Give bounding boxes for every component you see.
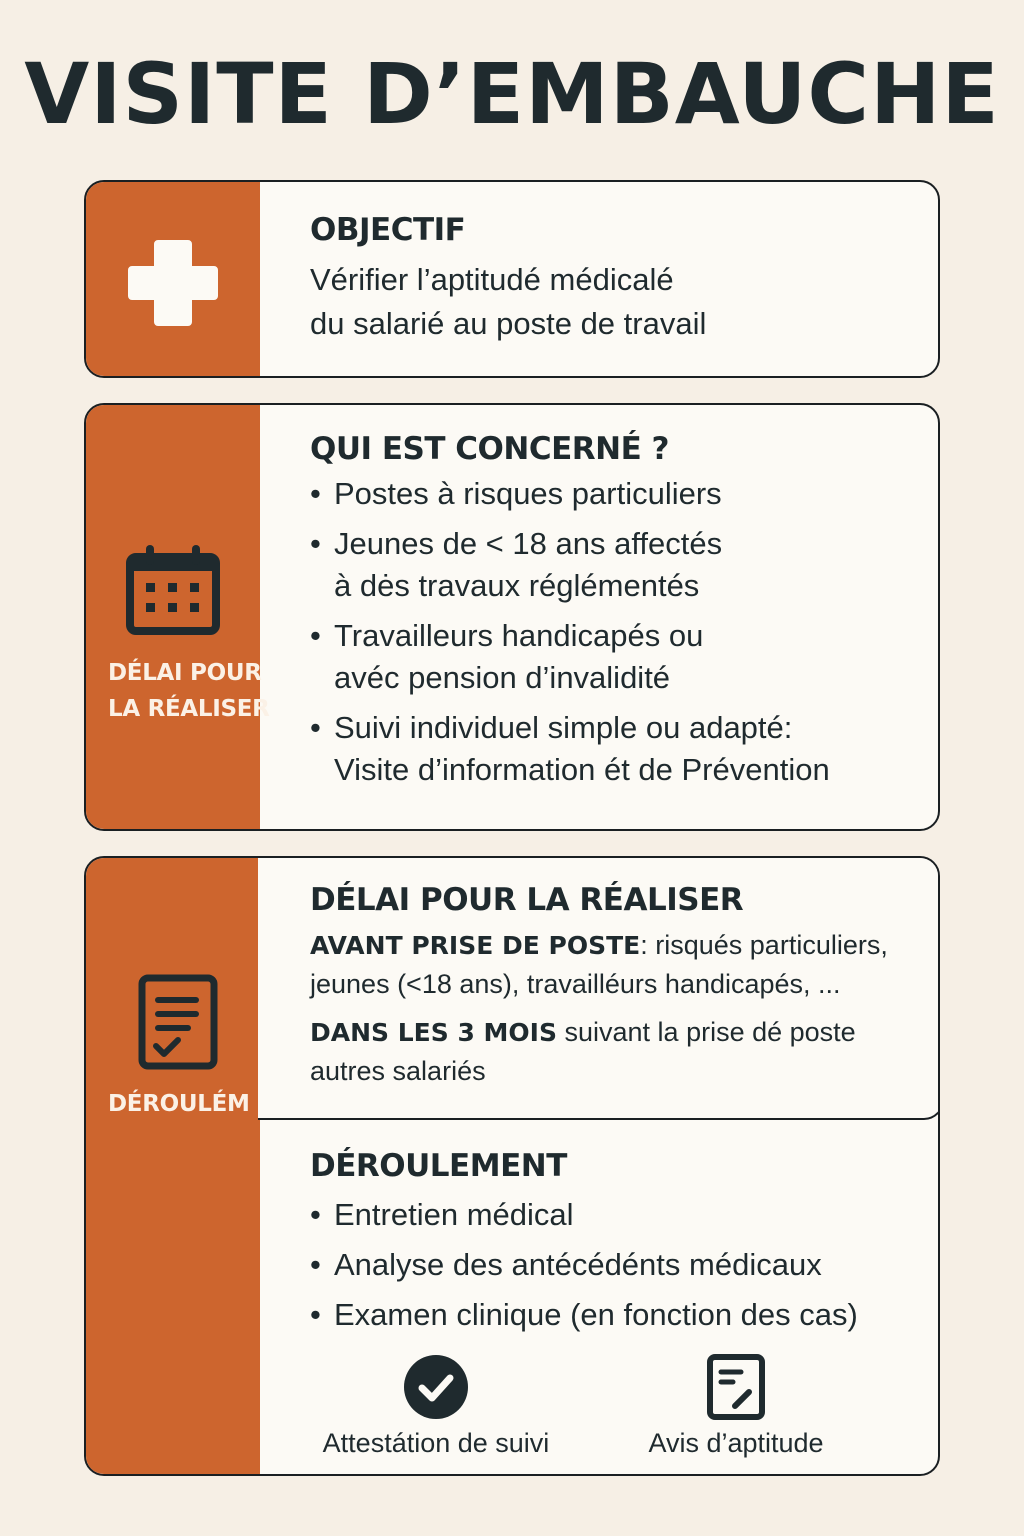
outcome-avis: Avis d’aptitude <box>626 1354 846 1459</box>
objectif-card <box>84 180 940 378</box>
objectif-line: du salarié au poste de travail <box>310 306 707 341</box>
medical-cross-icon <box>128 238 218 328</box>
deroulement-heading: DÉROULEMENT <box>310 1148 567 1184</box>
side-label: DÉROULÉM <box>108 1091 250 1117</box>
list-item: • Travailleurs handicapés ou avéc pension d’invalidité <box>310 615 918 699</box>
list-item: • Entretien médical <box>310 1194 918 1236</box>
delai-heading: DÉLAI POUR LA RÉALISER <box>310 882 744 918</box>
list-item: • Suivi individuel simple ou adapté: Visite d’information ét de Prévention <box>310 707 918 791</box>
list-item: • Analyse des antécédénts médicaux <box>310 1244 918 1286</box>
list-item: • Examen clinique (en fonction des cas) <box>310 1294 918 1336</box>
concerne-heading: QUI EST CONCERNÉ ? <box>310 431 670 467</box>
outcome-attestation: Attestátion de suivi <box>308 1354 564 1459</box>
check-circle-icon <box>403 1354 469 1420</box>
objectif-line: Vérifier l’aptitudé médicalé <box>310 262 674 297</box>
list-item: • Jeunes de < 18 ans affectés à dės travaux réglémentés <box>310 523 918 607</box>
delai-subcard: DÉLAI POUR LA RÉALISER AVANT PRISE DE POSTE: risqués particuliers, jeunes (<18 ans), travailléurs handicapés, ... DANS LES 3 MOIS suivant la prise dé poste autres salariés <box>258 856 940 1120</box>
signed-document-icon <box>707 1354 765 1420</box>
page-title: VISITE D’EMBAUCHE <box>24 45 1000 143</box>
concerne-card <box>84 403 940 831</box>
avant-label: AVANT PRISE DE POSTE <box>310 931 641 960</box>
side-label: DÉLAI POUR LA RÉALISER <box>108 660 270 722</box>
dans-label: DANS LES 3 MOIS <box>310 1018 557 1047</box>
concerne-side-panel <box>86 405 270 829</box>
objectif-side-panel <box>86 182 260 376</box>
objectif-heading: OBJECTIF <box>310 212 466 248</box>
list-item: • Postes à risques particuliers <box>310 473 918 515</box>
deroulement-card <box>84 856 940 1476</box>
deroulement-side-panel <box>86 858 260 1474</box>
calendar-icon <box>126 543 220 635</box>
checklist-document-icon <box>138 974 220 1072</box>
